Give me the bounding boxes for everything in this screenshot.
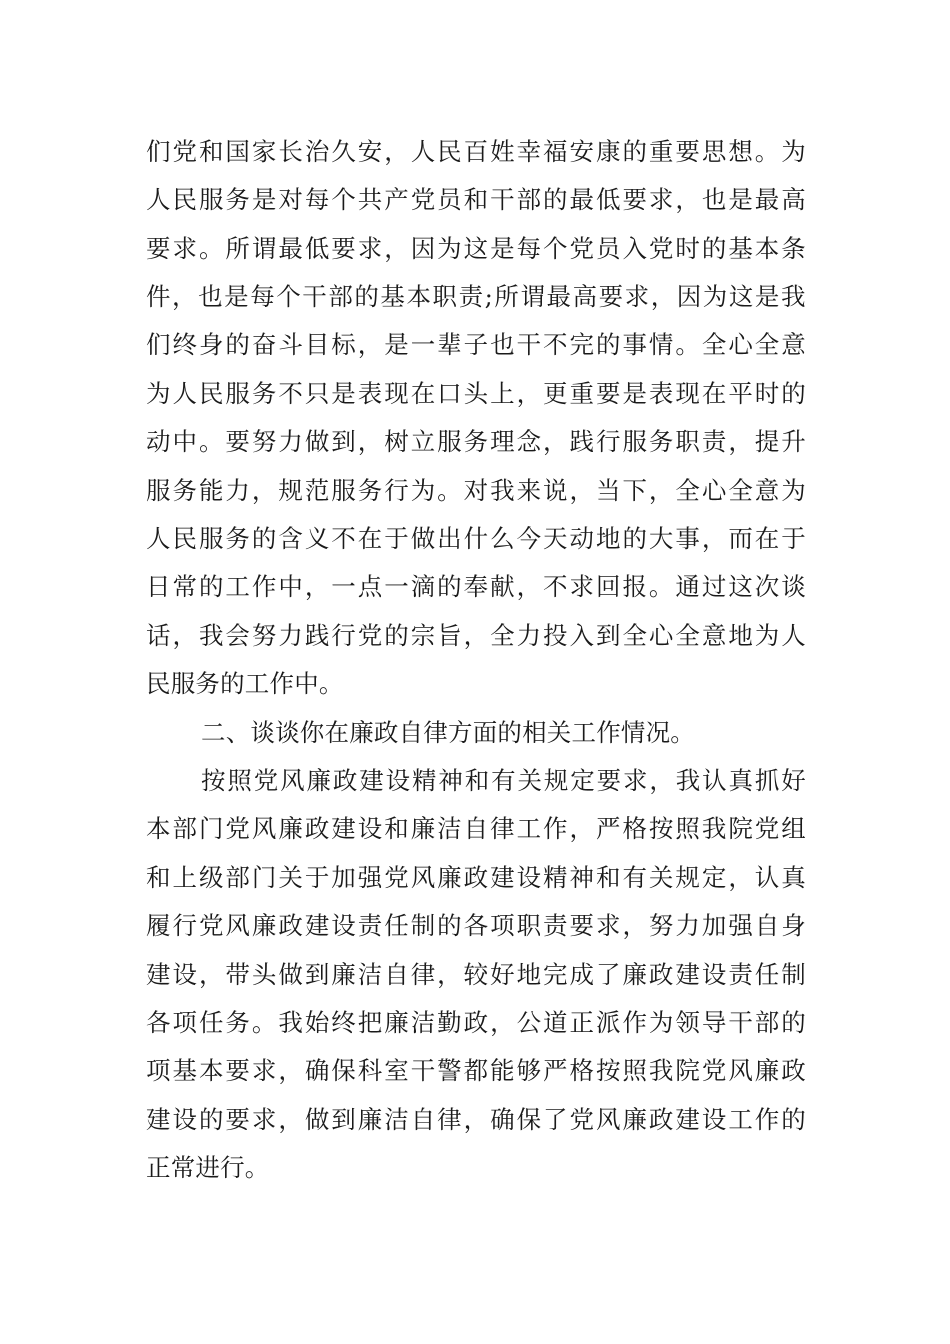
paragraph-2-line-9: 正常进行。	[146, 1153, 270, 1182]
paragraph-1-line-5: 们 终 身 的 奋 斗 目 标 ， 是 一 辈 子 也 干 不 完 的 事 情 。 全 心 全 意	[146, 330, 806, 359]
paragraph-1-line-11: 话 ， 我 会 努 力 践 行 党 的 宗 旨 ， 全 力 投 入 到 全 心 全 意 地 为 人	[146, 621, 806, 650]
paragraph-2-line-2: 本 部 门 党 风 廉 政 建 设 和 廉 洁 自 律 工 作 ， 严 格 按 照 我 院 党 组	[146, 814, 806, 843]
paragraph-2-line-1: 按 照 党 风 廉 政 建 设 精 神 和 有 关 规 定 要 求 ， 我 认 真 抓 好	[201, 766, 806, 795]
paragraph-2-line-4: 履 行 党 风 廉 政 建 设 责 任 制 的 各 项 职 责 要 求 ， 努 力 加 强 自 身	[146, 911, 806, 940]
section-heading: 二、谈谈你在廉政自律方面的相关工作情况。	[201, 718, 695, 747]
paragraph-1-line-9: 人 民 服 务 的 含 义 不 在 于 做 出 什 么 今 天 动 地 的 大 事 ， 而 在 于	[146, 524, 806, 553]
paragraph-1-line-8: 服 务 能 力 ， 规 范 服 务 行 为 。 对 我 来 说 ， 当 下 ， 全 心 全 意 为	[146, 476, 806, 505]
paragraph-1-line-3: 要 求 。 所 谓 最 低 要 求 ， 因 为 这 是 每 个 党 员 入 党 时 的 基 本 条	[146, 234, 806, 263]
paragraph-1-line-10: 日 常 的 工 作 中 ， 一 点 一 滴 的 奉 献 ， 不 求 回 报 。 通 过 这 次 谈	[146, 572, 806, 601]
paragraph-1-line-12: 民服务的工作中。	[146, 669, 344, 698]
paragraph-1-line-1: 们 党 和 国 家 长 治 久 安 ， 人 民 百 姓 幸 福 安 康 的 重 要 思 想 。 为	[146, 137, 806, 166]
paragraph-2-line-5: 建 设 ， 带 头 做 到 廉 洁 自 律 ， 较 好 地 完 成 了 廉 政 建 设 责 任 制	[146, 960, 806, 989]
paragraph-1-line-4: 件 ， 也 是 每 个 干 部 的 基 本 职 责 ; 所 谓 最 高 要 求 ， 因 为 这 是 我	[146, 282, 806, 311]
paragraph-1-line-6: 为 人 民 服 务 不 只 是 表 现 在 口 头 上 ， 更 重 要 是 表 现 在 平 时 的	[146, 379, 806, 408]
paragraph-2-line-3: 和 上 级 部 门 关 于 加 强 党 风 廉 政 建 设 精 神 和 有 关 规 定 ， 认 真	[146, 863, 806, 892]
paragraph-2-line-6: 各 项 任 务 。 我 始 终 把 廉 洁 勤 政 ， 公 道 正 派 作 为 领 导 干 部 的	[146, 1008, 806, 1037]
paragraph-2-line-7: 项 基 本 要 求 ， 确 保 科 室 干 警 都 能 够 严 格 按 照 我 院 党 风 廉 政	[146, 1056, 806, 1085]
paragraph-2-line-8: 建 设 的 要 求 ， 做 到 廉 洁 自 律 ， 确 保 了 党 风 廉 政 建 设 工 作 的	[146, 1105, 806, 1134]
paragraph-1-line-7: 动 中 。 要 努 力 做 到 ， 树 立 服 务 理 念 ， 践 行 服 务 职 责 ， 提 升	[146, 427, 806, 456]
paragraph-1-line-2: 人 民 服 务 是 对 每 个 共 产 党 员 和 干 部 的 最 低 要 求 ， 也 是 最 高	[146, 185, 806, 214]
